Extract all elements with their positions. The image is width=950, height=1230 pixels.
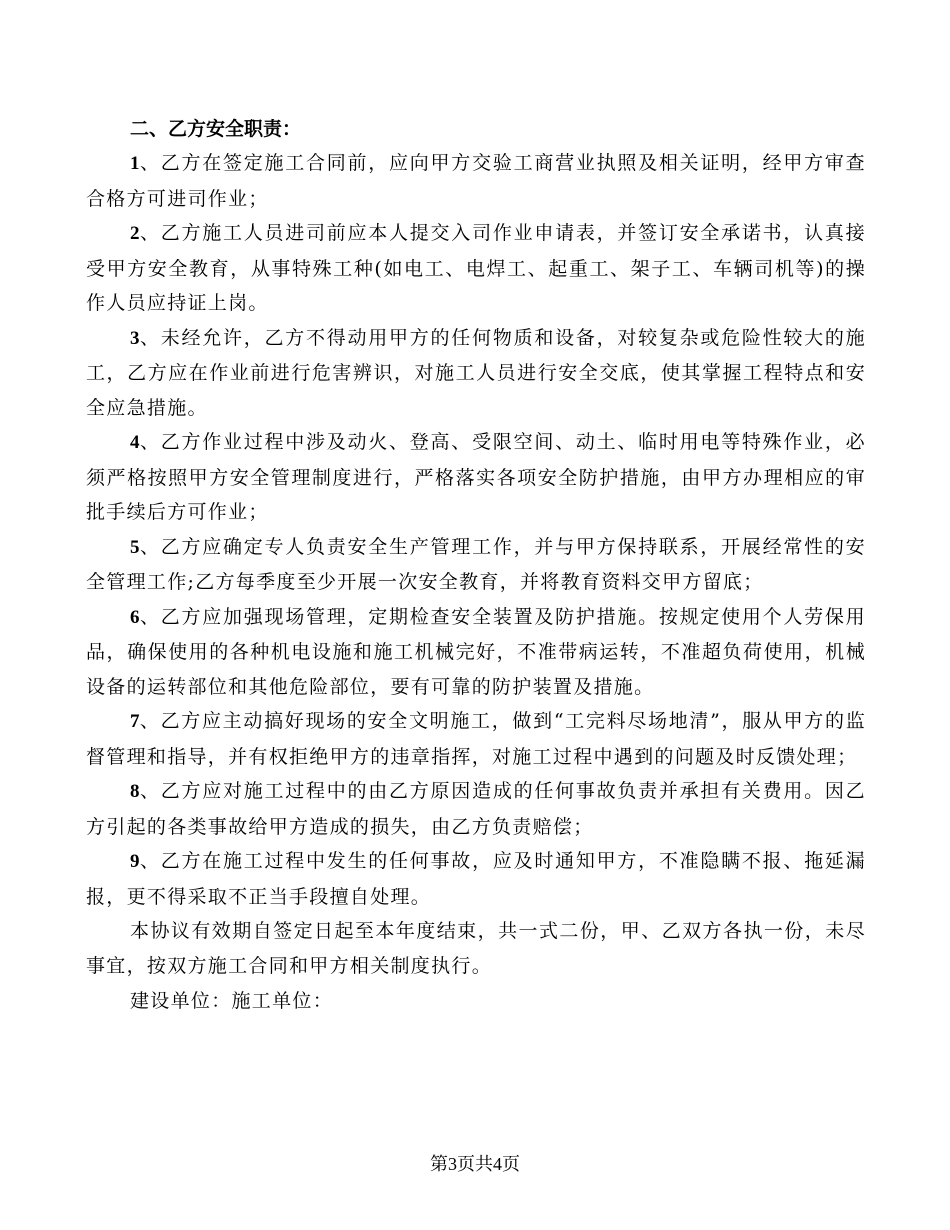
item-1 [86, 146, 866, 216]
item-text: 、乙方在施工过程中发生的任何事故，应及时通知甲方，不准隐瞒不报、拖延漏报，更不得采取不正当手段擅自处理。 [86, 850, 866, 908]
item-text: 、乙方应确定专人负责安全生产管理工作，并与甲方保持联系，开展经常性的安全管理工作;乙方每季度至少开展一次安全教育，并将教育资料交甲方留底； [86, 535, 866, 593]
item-text: 、未经允许，乙方不得动用甲方的任何物质和设备，对较复杂或危险性较大的施工，乙方应在作业前进行危害辨识，对施工人员进行安全交底，使其掌握工程特点和安全应急措施。 [86, 326, 866, 419]
item-number: 9 [130, 851, 140, 872]
page-number: 第3页共4页 [430, 1154, 520, 1174]
item-4 [86, 425, 866, 530]
item-7 [86, 704, 866, 774]
item-number: 7 [130, 711, 140, 732]
item-6 [86, 600, 866, 705]
item-number: 2 [130, 223, 140, 244]
item-number: 8 [130, 781, 140, 802]
item-9 [86, 844, 866, 914]
item-number: 6 [130, 606, 140, 628]
closing-paragraph: 本协议有效期自签定日起至本年度结束，共一式二份，甲、乙双方各执一份，未尽事宜，按双方施工合同和甲方相关制度执行。 [86, 920, 866, 977]
item-2 [86, 216, 866, 321]
item-number: 4 [130, 432, 140, 453]
item-text: 、乙方应主动搞好现场的安全文明施工，做到“工完料尽场地清”，服从甲方的监督管理和指导，并有权拒绝甲方的违章指挥，对施工过程中遇到的问题及时反馈处理； [86, 710, 866, 768]
item-number: 3 [130, 327, 140, 349]
item-5 [86, 530, 866, 600]
item-8 [86, 774, 866, 844]
item-text: 、乙方施工人员进司前应本人提交入司作业申请表，并签订安全承诺书，认真接受甲方安全教育，从事特殊工种(如电工、电焊工、起重工、架子工、车辆司机等)的操作人员应持证上岗。 [86, 222, 866, 314]
item-text: 、乙方应加强现场管理，定期检查安全装置及防护措施。按规定使用个人劳保用品，确保使用的各种机电设施和施工机械完好，不准带病运转，不准超负荷使用，机械设备的运转部位和其他危险部位，要有可靠的防护装置及措施。 [86, 605, 866, 698]
item-number: 5 [130, 536, 140, 558]
item-text: 、乙方在签定施工合同前，应向甲方交验工商营业执照及相关证明，经甲方审查合格方可进司作业； [86, 152, 866, 210]
item-number: 1 [130, 153, 140, 174]
signature-line: 建设单位：施工单位： [130, 990, 334, 1012]
section-heading: 二、乙方安全职责： [130, 118, 302, 140]
item-text: 、乙方作业过程中涉及动火、登高、受限空间、动土、临时用电等特殊作业，必须严格按照甲方安全管理制度进行，严格落实各项安全防护措施，由甲方办理相应的审批手续后方可作业； [86, 431, 866, 523]
document-body [86, 112, 866, 1019]
item-text: 、乙方应对施工过程中的由乙方原因造成的任何事故负责并承担有关费用。因乙方引起的各类事故给甲方造成的损失，由乙方负责赔偿； [86, 780, 866, 838]
item-3 [86, 321, 866, 426]
